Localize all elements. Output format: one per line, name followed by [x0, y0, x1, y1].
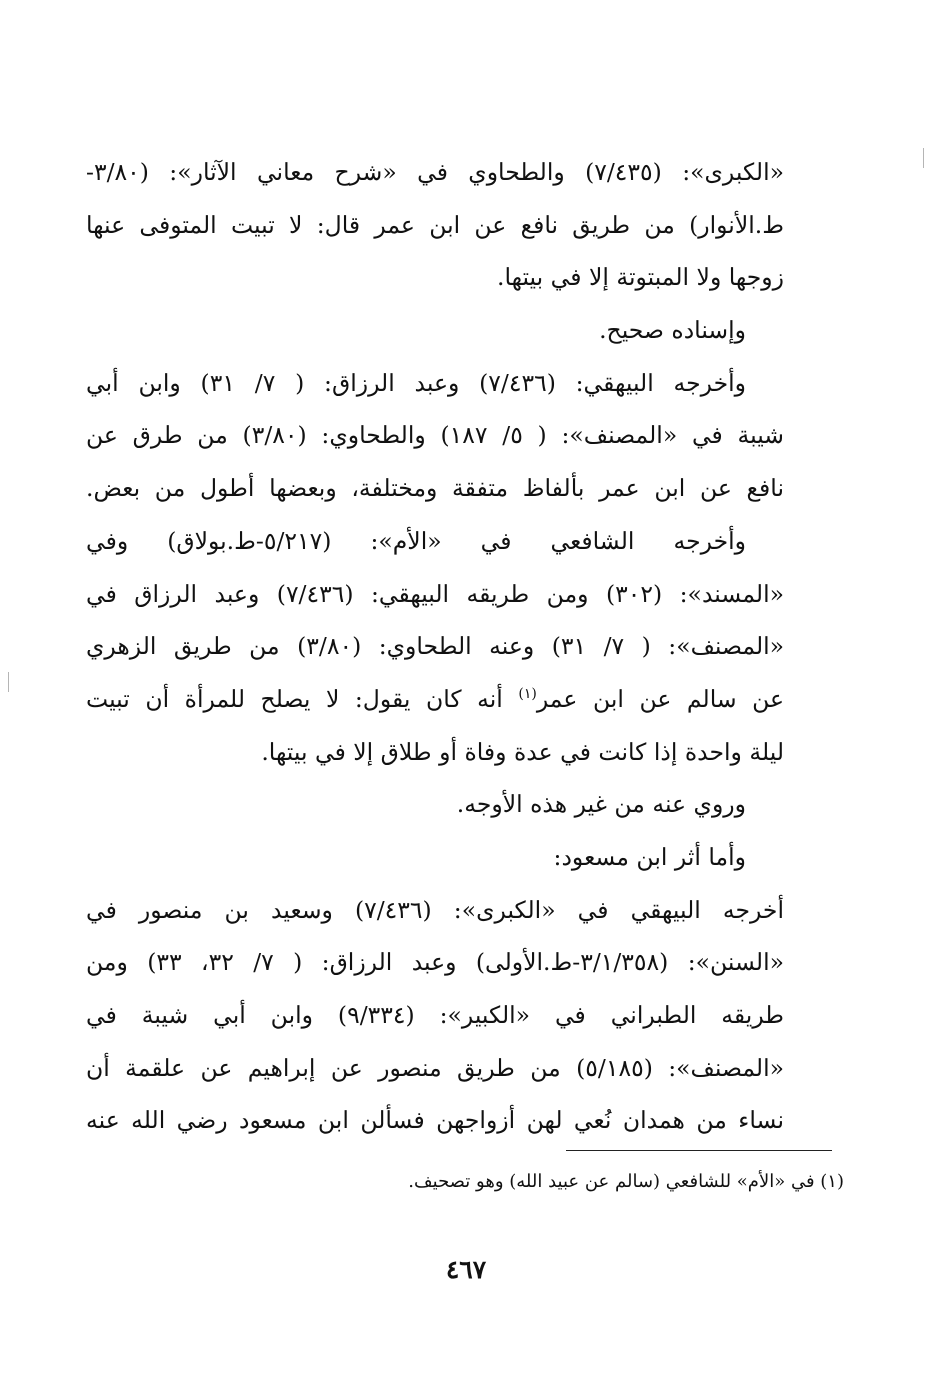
text-line: نساء من همدان نُعي لهن أزواجهن فسألن ابن مسعود رضي الله عنه: [86, 1106, 784, 1135]
text-line: شيبة في «المصنف»: ( ٥/ ١٨٧) والطحاوي: (٣/٨٠) من طرق عن: [86, 421, 784, 450]
text-line: «المصنف»: ( ٧/ ٣١) وعنه الطحاوي: (٣/٨٠) من طريق الزهري: [86, 632, 784, 661]
text-segment: أنه كان يقول: لا يصلح للمرأة أن تبيت: [86, 684, 519, 713]
scan-artifact: [8, 672, 9, 692]
text-line: وأما أثر ابن مسعود:: [553, 842, 746, 871]
text-line: [86, 673, 784, 726]
text-line: زوجها ولا المبتوتة إلا في بيتها.: [497, 263, 784, 292]
text-line: وأخرجه الشافعي في «الأم»: (٥/٢١٧-ط.بولاق) وفي: [86, 526, 746, 555]
text-line: طريقه الطبراني في «الكبير»: (٩/٣٣٤) وابن أبي شيبة في: [86, 1001, 784, 1029]
text-line: أخرجه البيهقي في «الكبرى»: (٧/٤٣٦) وسعيد بن منصور في: [86, 895, 784, 924]
text-line: «المصنف»: (٥/١٨٥) من طريق منصور عن إبراهيم عن علقمة أن: [86, 1053, 784, 1082]
footnote-reference: (١): [518, 686, 537, 703]
text-line: وأخرجه البيهقي: (٧/٤٣٦) وعبد الرزاق: ( ٧/ ٣١) وابن أبي: [86, 368, 747, 397]
text-line: وإسناده صحيح.: [599, 316, 746, 345]
text-line: نافع عن ابن عمر بألفاظ متفقة ومختلفة، وبعضها أطول من بعض.: [86, 474, 784, 503]
text-line: «المسند»: (٣٠٢) ومن طريقه البيهقي: (٧/٤٣٦) وعبد الرزاق في: [86, 579, 784, 608]
text-line: وروي عنه من غير هذه الأوجه.: [456, 790, 746, 819]
text-line: «السنن»: (٣/١/٣٥٨-ط.الأولى) وعبد الرزاق: ( ٧/ ٣٢، ٣٣) ومن: [86, 948, 784, 977]
text-line: «الكبرى»: (٧/٤٣٥) والطحاوي في «شرح معاني الآثار»: (٣/٨٠-: [86, 158, 784, 186]
page-number: ٤٦٧: [445, 1255, 487, 1284]
footnote-separator: [566, 1150, 832, 1151]
footnote: (١) في «الأم» للشافعي (سالم عن عبيد الله) وهو تصحيف.: [408, 1171, 844, 1192]
scan-artifact: [923, 148, 924, 168]
text-line: ط.الأنوار) من طريق نافع عن ابن عمر قال: لا تبيت المتوفى عنها: [86, 210, 784, 239]
text-segment: عن سالم عن ابن عمر: [536, 684, 784, 713]
text-line: ليلة واحدة إذا كانت في عدة وفاة أو طلاق إلا في بيتها.: [261, 737, 784, 766]
main-text: [86, 146, 784, 1147]
